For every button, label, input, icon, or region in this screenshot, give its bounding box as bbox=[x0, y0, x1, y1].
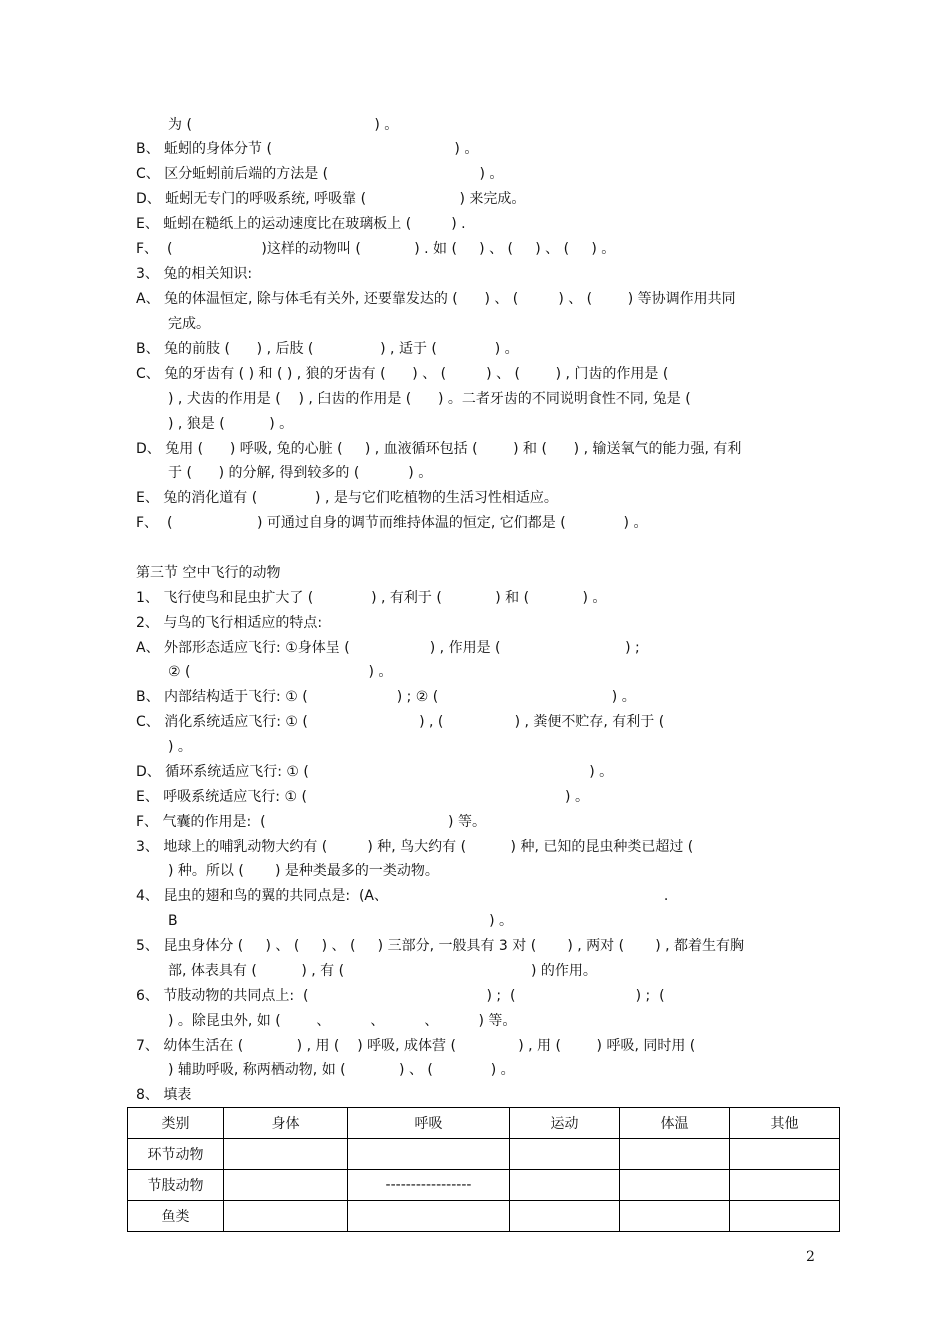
text-line: 部, 体表具有 ( ) , 有 ( ) 的作用。 bbox=[168, 963, 597, 979]
text-line: B、 蚯蚓的身体分节 ( ) 。 bbox=[136, 141, 479, 157]
text-line: D、 循环系统适应飞行: ① ( ) 。 bbox=[136, 764, 614, 780]
table-header-cell: 其他 bbox=[730, 1108, 840, 1139]
text-line: 7、 幼体生活在 ( ) , 用 ( ) 呼吸, 成体营 ( ) , 用 ( ) 呼吸, 同时用 ( bbox=[136, 1038, 696, 1054]
text-line: ) 。除昆虫外, 如 ( 、 、 、 ) 等。 bbox=[168, 1013, 517, 1029]
table-cell[interactable] bbox=[224, 1139, 348, 1170]
table-cell-category: 环节动物 bbox=[128, 1139, 224, 1170]
page-number: 2 bbox=[806, 1249, 815, 1265]
table-cell[interactable] bbox=[730, 1201, 840, 1232]
text-line: 1、 飞行使鸟和昆虫扩大了 ( ) , 有利于 ( ) 和 ( ) 。 bbox=[136, 590, 607, 606]
table-cell[interactable] bbox=[510, 1201, 620, 1232]
table-header-cell: 运动 bbox=[510, 1108, 620, 1139]
text-line: 5、 昆虫身体分 ( ) 、 ( ) 、 ( ) 三部分, 一般具有 3 对 ( ) , 两对 ( ) , 都着生有胸 bbox=[136, 938, 745, 954]
table-cell[interactable] bbox=[224, 1170, 348, 1201]
text-line: F、 ( )这样的动物叫 ( ) . 如 ( ) 、 ( ) 、 ( ) 。 bbox=[136, 241, 616, 257]
text-line: E、 兔的消化道有 ( ) , 是与它们吃植物的生活习性相适应。 bbox=[136, 490, 558, 506]
table-header-cell: 呼吸 bbox=[348, 1108, 510, 1139]
text-line: 2、 与鸟的飞行相适应的特点: bbox=[136, 615, 323, 631]
text-line: 3、 兔的相关知识: bbox=[136, 266, 253, 282]
table-header-row bbox=[128, 1108, 840, 1139]
fill-in-table bbox=[127, 1107, 840, 1232]
text-line: 8、 填表 bbox=[136, 1087, 192, 1103]
text-line: 4、 昆虫的翅和鸟的翼的共同点是: (A、 . bbox=[136, 888, 669, 904]
text-line: C、 兔的牙齿有 ( ) 和 ( ) , 狼的牙齿有 ( ) 、 ( ) 、 ( ) , 门齿的作用是 ( bbox=[136, 366, 669, 382]
text-line: ) 种。所以 ( ) 是种类最多的一类动物。 bbox=[168, 863, 439, 879]
table-cell[interactable] bbox=[348, 1139, 510, 1170]
table-cell[interactable] bbox=[348, 1201, 510, 1232]
section-title: 第三节 空中飞行的动物 bbox=[136, 565, 281, 581]
text-line: 6、 节肢动物的共同点上: ( ) ; ( ) ; ( bbox=[136, 988, 665, 1004]
table-cell[interactable] bbox=[620, 1170, 730, 1201]
text-line: D、 蚯蚓无专门的呼吸系统, 呼吸靠 ( ) 来完成。 bbox=[136, 191, 526, 207]
text-line: 3、 地球上的哺乳动物大约有 ( ) 种, 鸟大约有 ( ) 种, 已知的昆虫种类已超过 ( bbox=[136, 839, 694, 855]
text-line: 于 ( ) 的分解, 得到较多的 ( ) 。 bbox=[168, 465, 433, 481]
text-line: A、 外部形态适应飞行: ①身体呈 ( ) , 作用是 ( ) ; bbox=[136, 640, 640, 656]
text-line: D、 兔用 ( ) 呼吸, 兔的心脏 ( ) , 血液循环包括 ( ) 和 ( ) , 输送氧气的能力强, 有利 bbox=[136, 441, 742, 457]
text-line: E、 蚯蚓在糙纸上的运动速度比在玻璃板上 ( ) . bbox=[136, 216, 466, 232]
text-line: C、 消化系统适应飞行: ① ( ) , ( ) , 粪便不贮存, 有利于 ( bbox=[136, 714, 665, 730]
text-line: A、 兔的体温恒定, 除与体毛有关外, 还要靠发达的 ( ) 、 ( ) 、 ( ) 等协调作用共同 bbox=[136, 291, 736, 307]
table-header-cell: 体温 bbox=[620, 1108, 730, 1139]
text-line: ) 。 bbox=[168, 739, 192, 755]
table-cell[interactable] bbox=[730, 1170, 840, 1201]
table-cell[interactable] bbox=[620, 1201, 730, 1232]
text-line: ) , 犬齿的作用是 ( ) , 臼齿的作用是 ( ) 。二者牙齿的不同说明食性不同, 兔是 ( bbox=[168, 391, 691, 407]
table-cell: ----------------- bbox=[348, 1170, 510, 1201]
table-row bbox=[128, 1201, 840, 1232]
table-cell[interactable] bbox=[620, 1139, 730, 1170]
text-line: B ) 。 bbox=[168, 913, 514, 929]
table-header-cell: 身体 bbox=[224, 1108, 348, 1139]
text-line: ) 辅助呼吸, 称两栖动物, 如 ( ) 、 ( ) 。 bbox=[168, 1062, 515, 1078]
text-line: B、 内部结构适于飞行: ① ( ) ; ② ( ) 。 bbox=[136, 689, 636, 705]
text-line: C、 区分蚯蚓前后端的方法是 ( ) 。 bbox=[136, 166, 504, 182]
text-line: ) , 狼是 ( ) 。 bbox=[168, 416, 294, 432]
table-cell[interactable] bbox=[730, 1139, 840, 1170]
text-line: B、 兔的前肢 ( ) , 后肢 ( ) , 适于 ( ) 。 bbox=[136, 341, 519, 357]
table-header-cell: 类别 bbox=[128, 1108, 224, 1139]
table-cell[interactable] bbox=[510, 1139, 620, 1170]
text-line: F、 气囊的作用是: ( ) 等。 bbox=[136, 814, 486, 830]
text-line: 为 ( ) 。 bbox=[168, 117, 399, 133]
text-line: F、 ( ) 可通过自身的调节而维持体温的恒定, 它们都是 ( ) 。 bbox=[136, 515, 648, 531]
table-row bbox=[128, 1139, 840, 1170]
table-cell-category: 节肢动物 bbox=[128, 1170, 224, 1201]
text-line: 完成。 bbox=[168, 316, 210, 332]
table-row bbox=[128, 1170, 840, 1201]
table-cell[interactable] bbox=[510, 1170, 620, 1201]
table-cell[interactable] bbox=[224, 1201, 348, 1232]
table-cell-category: 鱼类 bbox=[128, 1201, 224, 1232]
text-line: ② ( ) 。 bbox=[168, 664, 393, 680]
text-line: E、 呼吸系统适应飞行: ① ( ) 。 bbox=[136, 789, 589, 805]
